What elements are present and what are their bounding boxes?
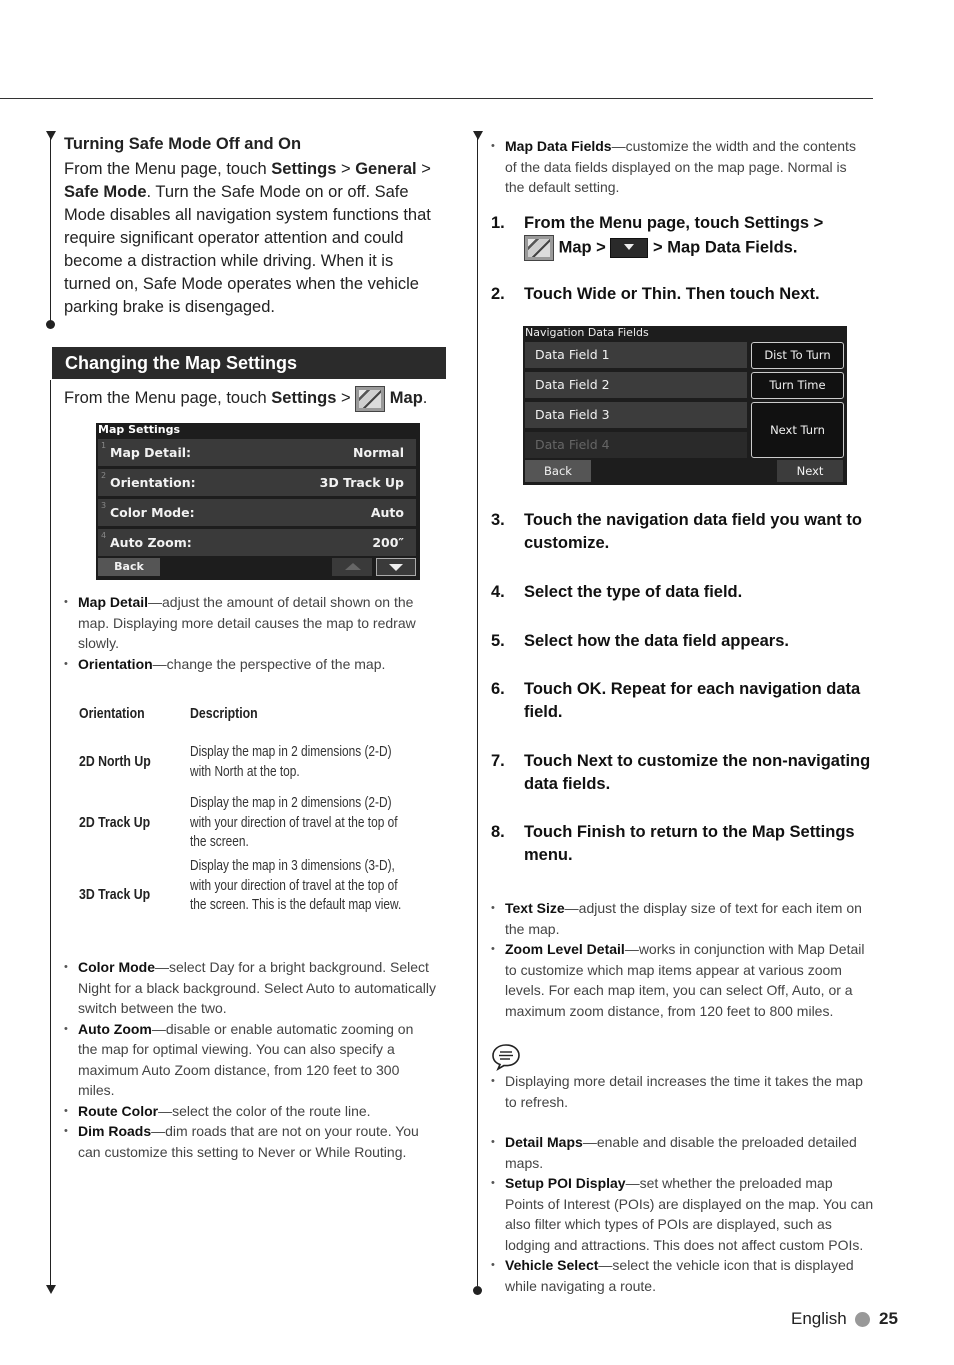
next-turn-button[interactable]: Next Turn bbox=[751, 402, 844, 458]
table-cell: 2D Track Up bbox=[79, 814, 151, 831]
back-button[interactable]: Back bbox=[525, 460, 591, 482]
back-button[interactable]: Back bbox=[98, 558, 160, 576]
table-header: Orientation bbox=[79, 705, 145, 722]
list-item: • Zoom Level Detail—works in conjunction with Map Detail to customize which map items appear at various zoom levels. For each map item, you can select Off, Auto, or a maximum zoom distance, from 120 feet to 800 miles. bbox=[491, 939, 875, 1021]
map-icon bbox=[355, 386, 385, 412]
scroll-up-icon[interactable] bbox=[332, 558, 372, 576]
note-text: • Displaying more detail increases the time it takes the map to refresh. bbox=[491, 1071, 863, 1112]
list-item: • Route Color—select the color of the route line. bbox=[64, 1101, 436, 1122]
table-cell: Display the map in 3 dimensions (3-D), with your direction of travel at the top of the screen. This is the default map view. bbox=[190, 858, 402, 913]
list-item: • Map Detail—adjust the amount of detail shown on the map. Displaying more detail causes the map to redraw slowly. bbox=[64, 592, 446, 654]
auto-zoom-row[interactable]: 4 Auto Zoom: 200″ bbox=[98, 529, 416, 556]
list-item: • Map Data Fields—customize the width and the contents of the data fields displayed on the map page. Normal is the default setting. bbox=[491, 136, 863, 198]
marker-arrow-icon bbox=[46, 1285, 56, 1294]
list-item: • Detail Maps—enable and disable the preloaded detailed maps. bbox=[491, 1132, 875, 1173]
page-number: 25 bbox=[879, 1309, 898, 1328]
top-rule bbox=[0, 98, 873, 99]
table-cell: 3D Track Up bbox=[79, 886, 151, 903]
data-field-1[interactable]: Data Field 1 bbox=[525, 342, 747, 368]
table-cell: Display the map in 2 dimensions (2-D) with North at the top. bbox=[190, 744, 392, 780]
margin-line bbox=[50, 138, 51, 324]
table-cell: Display the map in 2 dimensions (2-D) with your direction of travel at the top of the screen. bbox=[190, 795, 398, 850]
list-item: • Setup POI Display—set whether the preloaded map Points of Interest (POIs) are displayed on the map. You can also filter which types of POIs are displayed, such as lodging and attractions. This does not affect custom POIs. bbox=[491, 1173, 875, 1255]
margin-line bbox=[477, 138, 478, 1286]
screen-title: Navigation Data Fields bbox=[525, 326, 649, 339]
scroll-down-icon[interactable] bbox=[376, 558, 416, 576]
down-arrow-button-icon bbox=[610, 238, 648, 258]
turn-time-button[interactable]: Turn Time bbox=[751, 372, 844, 399]
marker-dot-icon bbox=[46, 320, 55, 329]
bullets-map-detail bbox=[64, 592, 446, 674]
data-field-4[interactable]: Data Field 4 bbox=[525, 432, 747, 458]
map-detail-row[interactable]: 1 Map Detail: Normal bbox=[98, 439, 416, 466]
map-settings-screen bbox=[96, 423, 420, 580]
list-item: • Vehicle Select—select the vehicle icon that is displayed while navigating a route. bbox=[491, 1255, 875, 1296]
marker-arrow-icon bbox=[473, 131, 483, 140]
table-header: Description bbox=[190, 705, 258, 722]
data-field-3[interactable]: Data Field 3 bbox=[525, 402, 747, 428]
map-icon bbox=[524, 235, 554, 261]
next-button[interactable]: Next bbox=[777, 460, 843, 482]
map-intro: From the Menu page, touch Settings > Map. bbox=[64, 384, 454, 412]
bullets-detail-maps bbox=[491, 1132, 875, 1296]
bullet-map-data-fields bbox=[491, 136, 863, 198]
safe-mode-heading: Turning Safe Mode Off and On bbox=[64, 135, 302, 153]
note-icon bbox=[491, 1043, 521, 1071]
bullets-text-size bbox=[491, 898, 875, 1021]
data-field-2[interactable]: Data Field 2 bbox=[525, 372, 747, 398]
bullets-color-mode bbox=[64, 957, 436, 1162]
list-item: • Orientation—change the perspective of the map. bbox=[64, 654, 446, 675]
marker-dot-icon bbox=[473, 1286, 482, 1295]
list-item: • Text Size—adjust the display size of text for each item on the map. bbox=[491, 898, 875, 939]
dist-to-turn-button[interactable]: Dist To Turn bbox=[751, 342, 844, 369]
screen-title: Map Settings bbox=[98, 423, 180, 436]
list-item: • Auto Zoom—disable or enable automatic zooming on the map for optimal viewing. You can also specify a maximum Auto Zoom distance, from 120 feet to 300 miles. bbox=[64, 1019, 436, 1101]
marker-arrow-icon bbox=[46, 131, 56, 140]
safe-mode-text: From the Menu page, touch Settings > General > Safe Mode. Turn the Safe Mode on or off. Safe Mode disables all navigation system functions that require significant operator attention and could become a distraction while driving. When it is turned on, Safe Mode operates when the vehicle parking brake is disengaged. bbox=[64, 160, 431, 316]
table-cell: 2D North Up bbox=[79, 753, 151, 770]
navigation-data-fields-screen bbox=[523, 326, 847, 485]
color-mode-row[interactable]: 3 Color Mode: Auto bbox=[98, 499, 416, 526]
footer-language: English bbox=[791, 1309, 847, 1328]
section-title: Changing the Map Settings bbox=[52, 347, 446, 379]
orientation-row[interactable]: 2 Orientation: 3D Track Up bbox=[98, 469, 416, 496]
list-item: • Dim Roads—dim roads that are not on your route. You can customize this setting to Never or While Routing. bbox=[64, 1121, 436, 1162]
margin-line bbox=[50, 380, 51, 1285]
safe-mode-block bbox=[64, 135, 444, 319]
footer-dot-icon bbox=[855, 1312, 870, 1327]
list-item: • Color Mode—select Day for a bright background. Select Night for a black background. Select Auto to automatically switch between the two. bbox=[64, 957, 436, 1019]
note-block bbox=[491, 1071, 863, 1112]
